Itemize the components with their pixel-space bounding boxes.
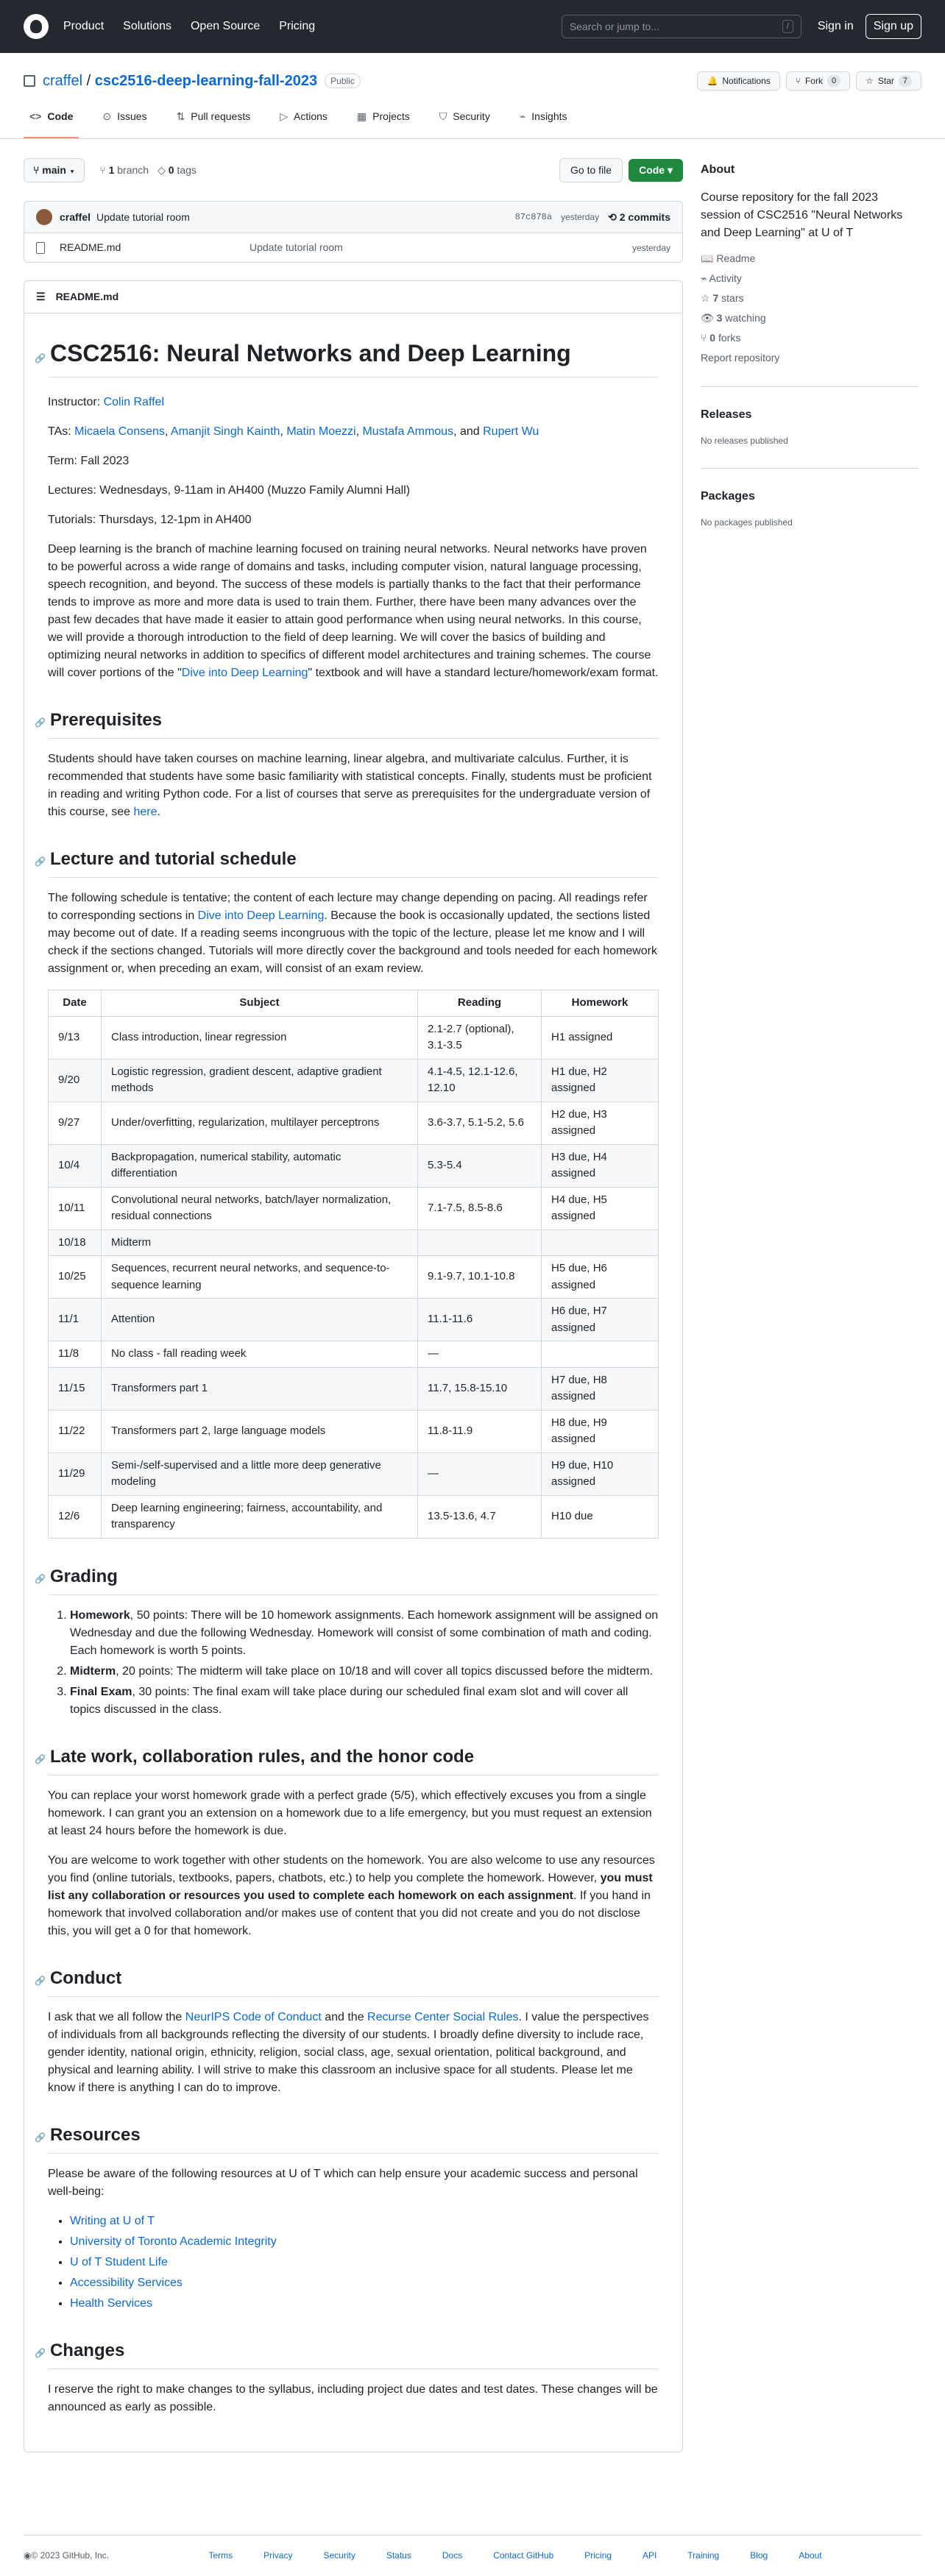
eye-icon: 👁: [701, 312, 717, 324]
table-cell: 10/4: [49, 1144, 102, 1187]
stars-link[interactable]: [701, 291, 919, 306]
stars-label: stars: [721, 292, 744, 304]
table-row: [49, 1101, 659, 1144]
grading-item-text: , 20 points: The midterm will take place on 10/18 and will cover all topics discussed before the midterm.: [116, 1664, 654, 1678]
table-cell: 7.1-7.5, 8.5-8.6: [418, 1187, 542, 1230]
fork-icon: ⑂: [701, 332, 710, 344]
table-cell: 11/15: [49, 1367, 102, 1410]
star-icon: ☆: [701, 292, 713, 304]
file-row: [24, 233, 683, 263]
readme-content: [24, 336, 682, 2452]
table-cell: 5.3-5.4: [418, 1144, 542, 1187]
table-cell: 3.6-3.7, 5.1-5.2, 5.6: [418, 1101, 542, 1144]
table-cell: 4.1-4.5, 12.1-12.6, 12.10: [418, 1059, 542, 1101]
table-cell: H8 due, H9 assigned: [542, 1410, 659, 1452]
no-releases: No releases published: [701, 436, 788, 446]
table-row: [49, 1495, 659, 1538]
table-cell: Transformers part 1: [102, 1367, 418, 1410]
table-cell: Under/overfitting, regularization, multilayer perceptrons: [102, 1101, 418, 1144]
table-row: [49, 1299, 659, 1341]
table-cell: 2.1-2.7 (optional), 3.1-3.5: [418, 1016, 542, 1059]
releases-section: [701, 386, 919, 447]
commits-link[interactable]: [608, 210, 670, 225]
table-row: [49, 1187, 659, 1230]
readme-title: README.md: [55, 291, 119, 302]
table-cell: H2 due, H3 assigned: [542, 1101, 659, 1144]
resources-list: [70, 2213, 659, 2313]
fork-count: 0: [827, 75, 840, 88]
watching-count: 3: [716, 312, 723, 324]
table-row: [49, 1410, 659, 1452]
textbook-link[interactable]: Dive into Deep Learning: [181, 667, 308, 679]
table-row: [49, 1059, 659, 1101]
table-row: [49, 1367, 659, 1410]
footer-copyright: © 2023 GitHub, Inc.: [31, 2550, 110, 2561]
prerequisites-heading: 🔗 Prerequisites: [48, 707, 659, 739]
prerequisites-paragraph: Students should have taken courses on machine learning, linear algebra, and multivariate calculus. Further, it is recommended that students have some basic familiarity with statistical concepts. Finally, students must be proficient in reading and writing Python code. For a list of courses that serve as prerequisites for the undergraduate version of this course, see here.: [48, 753, 652, 818]
tutorials-line: Tutorials: Thursdays, 12-1pm in AH400: [48, 514, 252, 526]
resource-link[interactable]: U of T Student Life: [70, 2255, 168, 2268]
watching-label: watching: [725, 312, 766, 324]
avatar[interactable]: [36, 209, 52, 225]
conduct-paragraph: [48, 2009, 659, 2097]
commit-count: 2: [619, 210, 626, 223]
pull-request-icon: ⇅: [176, 110, 185, 122]
book-icon: 📖: [701, 252, 717, 264]
search-input[interactable]: [562, 15, 801, 38]
footer: [24, 2535, 921, 2576]
table-cell: H4 due, H5 assigned: [542, 1187, 659, 1230]
list-item: [70, 2254, 659, 2271]
table-cell: No class - fall reading week: [102, 1341, 418, 1368]
schedule-table: [48, 990, 659, 1539]
table-icon: ▦: [356, 110, 367, 122]
nav-solutions[interactable]: Solutions: [123, 20, 171, 32]
branch-count-label: branch: [117, 163, 149, 176]
conduct-text: I ask that we all follow the: [48, 2010, 185, 2023]
repo-owner-link[interactable]: craffel: [43, 73, 83, 89]
list-item: [70, 2295, 659, 2313]
fork-label: Fork: [804, 76, 823, 86]
tab-actions[interactable]: [274, 109, 333, 138]
pulse-icon: ⌁: [701, 272, 709, 284]
branch-count: 1: [108, 163, 115, 176]
graph-icon: ⌁: [519, 110, 526, 122]
table-cell: 10/18: [49, 1230, 102, 1256]
table-cell: Backpropagation, numerical stability, automatic differentiation: [102, 1144, 418, 1187]
watching-link[interactable]: [701, 311, 919, 326]
bell-icon: 🔔: [707, 76, 718, 86]
intro-text-end: " textbook and will have a standard lecture/homework/exam format.: [308, 667, 659, 679]
table-cell: 11.1-11.6: [418, 1299, 542, 1341]
table-cell: 10/11: [49, 1187, 102, 1230]
conduct-text: and the: [321, 2010, 368, 2023]
table-cell: [542, 1341, 659, 1368]
star-button[interactable]: [856, 71, 921, 91]
releases-heading[interactable]: Releases: [701, 408, 752, 421]
table-cell: 11/1: [49, 1299, 102, 1341]
packages-section: [701, 468, 919, 529]
go-to-file-button[interactable]: Go to file: [559, 158, 623, 182]
readme-box: [24, 280, 683, 2452]
footer-link[interactable]: Docs: [442, 2550, 463, 2561]
collab-text: You are welcome to work together with other students on the homework. You are also welcome to use any resources you find (online tutorials, textbooks, papers, chatbots, etc.) to help you complete the homework. However,: [48, 1853, 655, 1884]
about-heading: About: [701, 163, 735, 176]
tab-security[interactable]: [433, 109, 496, 138]
footer-link[interactable]: Privacy: [263, 2550, 293, 2561]
table-cell: Convolutional neural networks, batch/layer normalization, residual connections: [102, 1187, 418, 1230]
tab-issues[interactable]: [96, 109, 152, 138]
table-cell: 11/29: [49, 1452, 102, 1495]
footer-link[interactable]: Blog: [750, 2550, 768, 2561]
conduct-text-end: . I value the perspectives of individuals from all backgrounds reflecting the diversity of our students. I broadly define diversity to include race, gender identity, national origin, ethnicity, religion, social class, age, sexual orientation, political background, and physical and learning ability. I will strive to make this classroom an inclusive space for all students. Please let me know if there is anything I can do to improve.: [48, 2010, 649, 2094]
search-kbd: /: [782, 20, 793, 34]
footer-link[interactable]: Training: [687, 2550, 720, 2561]
resources-heading: 🔗 Resources: [48, 2122, 659, 2154]
grading-heading: 🔗 Grading: [48, 1564, 659, 1595]
list-item: [70, 2213, 659, 2230]
forks-link[interactable]: [701, 330, 919, 346]
file-name[interactable]: README.md: [60, 241, 121, 253]
tas-label: TAs:: [48, 425, 71, 438]
table-cell: Attention: [102, 1299, 418, 1341]
table-cell: Class introduction, linear regression: [102, 1016, 418, 1059]
tab-label: Issues: [117, 110, 147, 122]
commit-hash[interactable]: 87c878a: [514, 212, 553, 222]
instructor-label: Instructor:: [48, 396, 101, 408]
code-button[interactable]: Code ▾: [629, 159, 683, 182]
table-cell: H1 due, H2 assigned: [542, 1059, 659, 1101]
star-icon: ☆: [866, 76, 874, 86]
tab-label: Insights: [531, 110, 567, 122]
tab-projects[interactable]: [351, 109, 416, 138]
grading-list: [70, 1607, 659, 1719]
play-icon: ▷: [280, 110, 289, 122]
footer-link[interactable]: Status: [386, 2550, 411, 2561]
commit-author[interactable]: craffel: [60, 210, 91, 223]
nav-pricing[interactable]: Pricing: [279, 20, 316, 32]
schedule-paragraph: [48, 890, 659, 978]
footer-logo-icon: ◉: [24, 2550, 32, 2561]
table-cell: Logistic regression, gradient descent, adaptive gradient methods: [102, 1059, 418, 1101]
grading-item-title: Midterm: [70, 1664, 116, 1678]
branch-select[interactable]: ⑂ main ▾: [24, 158, 85, 182]
grading-item: [70, 1607, 659, 1660]
global-header: [0, 0, 945, 53]
ta-link[interactable]: Amanjit Singh Kainth: [170, 425, 280, 438]
grading-item-text: , 50 points: There will be 10 homework assignments. Each homework assignment will be assigned on Wednesday and due the following Wednesday. Homework will consist of some combination of math and coding. Each homework is worth 5 points.: [70, 1608, 659, 1657]
resources-paragraph: Please be aware of the following resources at U of T which can help ensure your academic success and personal well-being:: [48, 2167, 638, 2198]
table-cell: 10/25: [49, 1256, 102, 1299]
grading-item-title: Final Exam: [70, 1685, 132, 1698]
fork-button[interactable]: [786, 71, 850, 91]
table-cell: 11/8: [49, 1341, 102, 1368]
recurse-link[interactable]: Recurse Center Social Rules: [367, 2010, 519, 2023]
col-subject: Subject: [102, 990, 418, 1017]
table-cell: 9/20: [49, 1059, 102, 1101]
table-cell: Semi-/self-supervised and a little more deep generative modeling: [102, 1452, 418, 1495]
tab-label: Actions: [294, 110, 328, 122]
grading-item: [70, 1663, 659, 1681]
late-work-heading: 🔗 Late work, collaboration rules, and the honor code: [48, 1744, 659, 1775]
table-cell: Deep learning engineering; fairness, accountability, and transparency: [102, 1495, 418, 1538]
readme-label: Readme: [716, 252, 756, 264]
table-cell: 13.5-13.6, 4.7: [418, 1495, 542, 1538]
table-cell: H9 due, H10 assigned: [542, 1452, 659, 1495]
table-cell: 9/13: [49, 1016, 102, 1059]
notifications-button[interactable]: [697, 71, 779, 91]
code-icon: <>: [29, 110, 42, 122]
tab-code[interactable]: [24, 109, 79, 138]
latest-commit: [24, 201, 683, 233]
sidebar: [701, 139, 919, 2452]
about-description: Course repository for the fall 2023 session of CSC2516 "Neural Networks and Deep Learning" at U of T: [701, 191, 903, 239]
readme-header: [24, 281, 682, 313]
term-line: Term: Fall 2023: [48, 455, 130, 467]
tab-label: Code: [47, 110, 74, 122]
visibility-badge: Public: [325, 74, 361, 88]
table-row: [49, 1144, 659, 1187]
intro-paragraph: [48, 541, 659, 682]
resource-link[interactable]: Health Services: [70, 2296, 153, 2310]
fork-icon: ⑂: [795, 76, 801, 86]
commit-count-label: commits: [628, 210, 670, 223]
table-cell: 11.8-11.9: [418, 1410, 542, 1452]
grading-item-title: Homework: [70, 1608, 130, 1622]
repo-content: [24, 139, 683, 2452]
table-cell: 9.1-9.7, 10.1-10.8: [418, 1256, 542, 1299]
nav-open-source[interactable]: Open Source: [190, 20, 261, 32]
tab-insights[interactable]: [514, 109, 573, 138]
list-item: [70, 2233, 659, 2251]
star-label: Star: [877, 76, 894, 86]
activity-label: Activity: [709, 272, 742, 284]
footer-link[interactable]: API: [642, 2550, 657, 2561]
ta-link[interactable]: Micaela Consens: [74, 425, 165, 438]
footer-link[interactable]: Terms: [208, 2550, 233, 2561]
repo-header: [0, 53, 945, 139]
footer-link[interactable]: Contact GitHub: [493, 2550, 554, 2561]
grading-item: [70, 1683, 659, 1719]
list-item: [70, 2274, 659, 2292]
repo-tabs: [24, 109, 921, 138]
shield-icon: ⛉: [439, 110, 447, 122]
branch-name: main: [42, 163, 66, 176]
neurips-link[interactable]: NeurIPS Code of Conduct: [185, 2010, 322, 2023]
table-cell: Midterm: [102, 1230, 418, 1256]
table-cell: H7 due, H8 assigned: [542, 1367, 659, 1410]
tab-label: Pull requests: [191, 110, 251, 122]
forks-count: 0: [709, 332, 716, 344]
table-row: [49, 1256, 659, 1299]
table-cell: —: [418, 1452, 542, 1495]
github-logo-icon[interactable]: [24, 14, 49, 39]
schedule-text-end: . Because the book is occasionally updated, the sections listed may become out of date. If a reading seems incongruous with the topic of the lecture, please let me know and I will check if the sections changed. Tutorials will more directly cover the background and tools needed for each homework assignment or, when preceding an exam, will consist of an exam review.: [48, 909, 657, 975]
activity-link[interactable]: [701, 271, 919, 286]
page-title: 🔗 CSC2516: Neural Networks and Deep Learning: [48, 336, 659, 377]
ta-link[interactable]: Rupert Wu: [483, 425, 539, 438]
conduct-heading: 🔗 Conduct: [48, 1965, 659, 1997]
grading-item-text: , 30 points: The final exam will take place during our scheduled final exam slot and will cover all topics discussed in the class.: [70, 1685, 629, 1716]
col-reading: Reading: [418, 990, 542, 1017]
changes-heading: 🔗 Changes: [48, 2338, 659, 2369]
forks-label: forks: [718, 332, 741, 344]
collab-bold: you must list any collaboration or resources you used to complete each homework on each assignment: [48, 1871, 653, 1902]
table-cell: 11/22: [49, 1410, 102, 1452]
ta-link[interactable]: Mustafa Ammous: [362, 425, 454, 438]
instructor-line: [48, 394, 659, 411]
table-row: [49, 1452, 659, 1495]
table-cell: Transformers part 2, large language models: [102, 1410, 418, 1452]
col-date: Date: [49, 990, 102, 1017]
table-row: [49, 1230, 659, 1256]
tab-label: Security: [453, 110, 490, 122]
tag-count-label: tags: [177, 163, 197, 176]
tas-line: TAs: Micaela Consens, Amanjit Singh Kainth, Matin Moezzi, Mustafa Ammous, and Rupert Wu: [48, 425, 539, 438]
instructor-link[interactable]: Colin Raffel: [103, 396, 165, 408]
footer-link[interactable]: Security: [323, 2550, 355, 2561]
resource-link[interactable]: Accessibility Services: [70, 2276, 183, 2289]
repo-name-link[interactable]: csc2516-deep-learning-fall-2023: [94, 73, 318, 89]
footer-link[interactable]: Pricing: [584, 2550, 612, 2561]
star-count: 7: [899, 75, 912, 88]
late-work-paragraph: You can replace your worst homework grade with a perfect grade (5/5), which effectively excuses you from a single homework. I can grant you an extension on a homework due to a life emergency, but you must request an extension at least 24 hours before the homework is due.: [48, 1789, 652, 1837]
stars-count: 7: [712, 292, 719, 304]
file-time: yesterday: [631, 242, 670, 253]
branch-icon: ⑂: [33, 163, 43, 176]
intro-text: Deep learning is the branch of machine learning focused on training neural networks. Neural networks have proven to be powerful across a wide range of domains and tasks, including computer vision, natural language processing, speech recognition, and beyond. The success of these models is partially thanks to the fact that their performance tends to improve as more and more data is used to train them. Further, there have been many advances over the past few decades that have made it easier to attain good performance when using neural networks. In this course, we will provide a thorough introduction to the field of deep learning. We will cover the basics of building and optimizing neural networks in addition to specifics of different model architectures and training schemes. The course will cover portions of the ": [48, 543, 651, 679]
table-cell: 9/27: [49, 1101, 102, 1144]
repo-title: craffel / csc2516-deep-learning-fall-2023: [43, 73, 318, 89]
repo-icon: [24, 75, 35, 87]
table-row: [49, 1341, 659, 1368]
table-cell: H1 assigned: [542, 1016, 659, 1059]
schedule-textbook-link[interactable]: Dive into Deep Learning: [197, 909, 325, 922]
top-nav: [63, 18, 315, 35]
search-placeholder: Search or jump to...: [569, 20, 659, 32]
packages-heading[interactable]: Packages: [701, 490, 755, 503]
branch-count-link[interactable]: ⑂ 1 branch: [99, 163, 149, 176]
lectures-line: Lectures: Wednesdays, 9-11am in AH400 (Muzzo Family Alumni Hall): [48, 484, 411, 497]
sign-in-link[interactable]: Sign in: [817, 20, 854, 32]
file-icon: [36, 242, 45, 254]
report-repository-link[interactable]: Report repository: [701, 352, 780, 363]
prereq-text: Students should have taken courses on machine learning, linear algebra, and multivariate calculus. Further, it is recommended that students have some basic familiarity with statistical concepts. Finally, students must be proficient in reading and writing Python code. For a list of courses that serve as prerequisites for the undergraduate version of this course, see: [48, 753, 652, 818]
tag-count-link[interactable]: ◇ 0 tags: [158, 163, 197, 176]
code-button-label: Code: [639, 163, 665, 176]
table-cell: H10 due: [542, 1495, 659, 1538]
table-cell: Sequences, recurrent neural networks, and sequence-to-sequence learning: [102, 1256, 418, 1299]
table-cell: [418, 1230, 542, 1256]
nav-product[interactable]: Product: [63, 20, 105, 32]
table-cell: H6 due, H7 assigned: [542, 1299, 659, 1341]
table-cell: H3 due, H4 assigned: [542, 1144, 659, 1187]
tab-pull-requests[interactable]: [171, 109, 257, 138]
tag-count: 0: [168, 163, 174, 176]
prereq-link[interactable]: here: [133, 806, 158, 818]
sign-up-button[interactable]: Sign up: [866, 14, 921, 39]
col-homework: Homework: [542, 990, 659, 1017]
history-icon: ⟲: [608, 210, 620, 223]
footer-links: [208, 2549, 821, 2562]
resource-link[interactable]: University of Toronto Academic Integrity: [70, 2235, 277, 2248]
schedule-heading: 🔗 Lecture and tutorial schedule: [48, 846, 659, 878]
schedule-text: The following schedule is tentative; the content of each lecture may change depending on pacing. All readings refer to corresponding sections in: [48, 892, 648, 922]
table-cell: H5 due, H6 assigned: [542, 1256, 659, 1299]
resource-link[interactable]: Writing at U of T: [70, 2214, 155, 2227]
table-cell: —: [418, 1341, 542, 1368]
table-cell: [542, 1230, 659, 1256]
list-icon[interactable]: ☰: [36, 291, 46, 302]
changes-paragraph: I reserve the right to make changes to the syllabus, including project due dates and test dates. These changes will be announced as early as possible.: [48, 2382, 658, 2413]
table-cell: 12/6: [49, 1495, 102, 1538]
collab-text-end: . If you hand in homework that involved collaboration and/or makes use of content that you did not create and you do not disclose this, you will get a 0 for that homework.: [48, 1889, 651, 1937]
collaboration-paragraph: [48, 1852, 659, 1940]
table-cell: 11.7, 15.8-15.10: [418, 1367, 542, 1410]
table-row: [49, 1016, 659, 1059]
commit-time: yesterday: [561, 212, 600, 222]
file-commit-message[interactable]: Update tutorial room: [249, 241, 343, 253]
notifications-label: Notifications: [722, 76, 771, 86]
tab-label: Projects: [372, 110, 410, 122]
footer-link[interactable]: About: [799, 2550, 822, 2561]
readme-link[interactable]: [701, 251, 919, 266]
ta-link[interactable]: Matin Moezzi: [286, 425, 356, 438]
issue-icon: ⊙: [102, 110, 112, 122]
no-packages: No packages published: [701, 517, 793, 528]
commit-message[interactable]: Update tutorial room: [96, 210, 190, 223]
